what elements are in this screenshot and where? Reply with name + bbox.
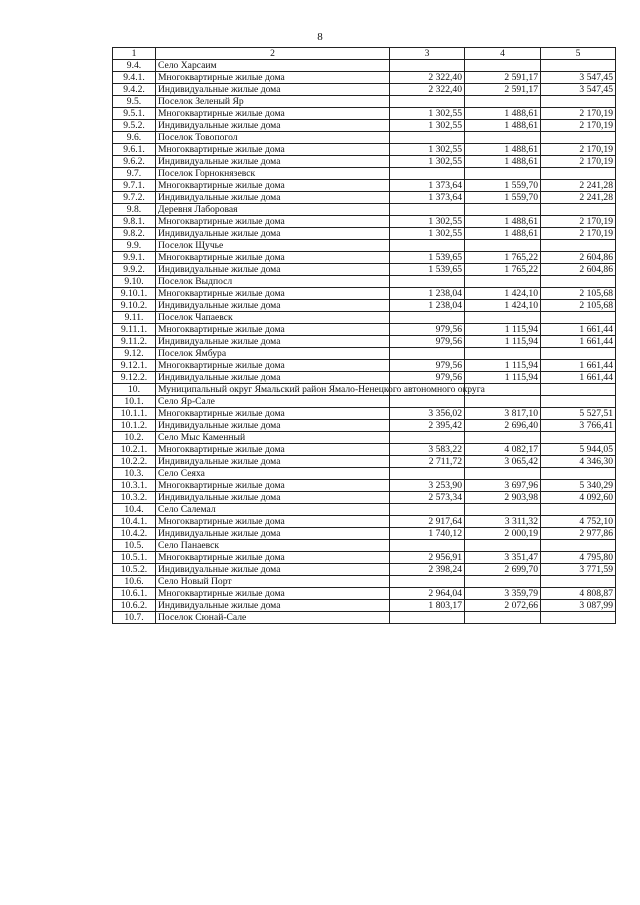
table-row: [113, 180, 616, 192]
row-value-cell: 1 765,22: [465, 264, 541, 276]
page-number: 8: [317, 31, 323, 43]
row-value-cell: 2 977,86: [541, 528, 616, 540]
table-row: [113, 348, 616, 360]
table-row: [113, 360, 616, 372]
column-header: 3: [390, 48, 465, 60]
row-name-cell: Многоквартирные жилые дома: [156, 408, 390, 420]
table-row: [113, 612, 616, 624]
row-value-cell: [465, 432, 541, 444]
row-value-cell: 1 115,94: [465, 360, 541, 372]
row-number-cell: 10.6.: [113, 576, 156, 588]
row-name-cell: Многоквартирные жилые дома: [156, 324, 390, 336]
row-number-cell: 10.6.1.: [113, 588, 156, 600]
table-row: [113, 480, 616, 492]
row-value-cell: 3 087,99: [541, 600, 616, 612]
row-name-cell: Поселок Товопогол: [156, 132, 390, 144]
row-value-cell: [465, 168, 541, 180]
row-name-cell: Многоквартирные жилые дома: [156, 72, 390, 84]
row-value-cell: 3 253,90: [390, 480, 465, 492]
row-value-cell: 3 817,10: [465, 408, 541, 420]
row-value-cell: 2 604,86: [541, 264, 616, 276]
table-row: [113, 60, 616, 72]
row-value-cell: 5 340,29: [541, 480, 616, 492]
row-number-cell: 10.3.1.: [113, 480, 156, 492]
table-row: [113, 420, 616, 432]
table-row: [113, 240, 616, 252]
table-row: [113, 192, 616, 204]
row-value-cell: 3 771,59: [541, 564, 616, 576]
row-value-cell: 1 424,10: [465, 300, 541, 312]
row-name-cell: Село Панаевск: [156, 540, 390, 552]
row-value-cell: [390, 132, 465, 144]
row-name-cell: Многоквартирные жилые дома: [156, 144, 390, 156]
row-value-cell: 1 488,61: [465, 156, 541, 168]
row-value-cell: [465, 348, 541, 360]
table-row: [113, 132, 616, 144]
row-number-cell: 10.3.2.: [113, 492, 156, 504]
row-number-cell: 10.1.1.: [113, 408, 156, 420]
row-value-cell: [390, 432, 465, 444]
row-value-cell: 2 072,66: [465, 600, 541, 612]
column-header: 5: [541, 48, 616, 60]
row-value-cell: [390, 240, 465, 252]
table-row: [113, 444, 616, 456]
row-name-cell: Индивидуальные жилые дома: [156, 156, 390, 168]
table-row: [113, 216, 616, 228]
row-number-cell: 10.2.1.: [113, 444, 156, 456]
row-name-cell: Село Мыс Каменный: [156, 432, 390, 444]
row-value-cell: [541, 204, 616, 216]
row-value-cell: 1 115,94: [465, 372, 541, 384]
row-value-cell: 4 752,10: [541, 516, 616, 528]
row-value-cell: [390, 312, 465, 324]
row-value-cell: 2 917,64: [390, 516, 465, 528]
row-value-cell: 2 699,70: [465, 564, 541, 576]
row-number-cell: 9.4.: [113, 60, 156, 72]
row-number-cell: 10.2.2.: [113, 456, 156, 468]
table-row: [113, 156, 616, 168]
row-value-cell: [390, 540, 465, 552]
table-row: [113, 576, 616, 588]
table-row: [113, 468, 616, 480]
row-value-cell: 2 241,28: [541, 192, 616, 204]
row-value-cell: [541, 240, 616, 252]
table-row: [113, 588, 616, 600]
row-value-cell: 1 115,94: [465, 324, 541, 336]
row-value-cell: 1 740,12: [390, 528, 465, 540]
row-number-cell: 9.7.1.: [113, 180, 156, 192]
row-name-cell: Индивидуальные жилые дома: [156, 492, 390, 504]
table-row: [113, 288, 616, 300]
row-value-cell: 1 488,61: [465, 120, 541, 132]
row-value-cell: 2 395,42: [390, 420, 465, 432]
row-value-cell: 1 115,94: [465, 336, 541, 348]
row-name-cell: Поселок Чапаевск: [156, 312, 390, 324]
row-number-cell: 10.4.2.: [113, 528, 156, 540]
row-value-cell: [541, 348, 616, 360]
row-name-cell: Индивидуальные жилые дома: [156, 228, 390, 240]
row-value-cell: 1 302,55: [390, 108, 465, 120]
row-value-cell: [465, 576, 541, 588]
row-number-cell: 10.4.1.: [113, 516, 156, 528]
row-value-cell: [465, 540, 541, 552]
row-value-cell: 2 170,19: [541, 156, 616, 168]
row-name-cell: Индивидуальные жилые дома: [156, 300, 390, 312]
row-value-cell: 2 322,40: [390, 84, 465, 96]
row-value-cell: 1 539,65: [390, 264, 465, 276]
row-value-cell: 3 697,96: [465, 480, 541, 492]
row-number-cell: 9.11.: [113, 312, 156, 324]
row-value-cell: 1 661,44: [541, 360, 616, 372]
row-value-cell: 3 351,47: [465, 552, 541, 564]
row-number-cell: 9.8.2.: [113, 228, 156, 240]
row-number-cell: 9.9.2.: [113, 264, 156, 276]
row-value-cell: [390, 576, 465, 588]
row-value-cell: 2 964,04: [390, 588, 465, 600]
row-name-cell: Индивидуальные жилые дома: [156, 192, 390, 204]
row-name-cell: Село Сеяха: [156, 468, 390, 480]
table-body: [113, 60, 616, 624]
table-row: [113, 108, 616, 120]
row-value-cell: 1 373,64: [390, 192, 465, 204]
row-value-cell: [541, 504, 616, 516]
row-value-cell: 2 170,19: [541, 228, 616, 240]
row-value-cell: 5 527,51: [541, 408, 616, 420]
row-value-cell: [541, 60, 616, 72]
row-number-cell: 9.5.: [113, 96, 156, 108]
row-value-cell: 3 547,45: [541, 72, 616, 84]
row-name-cell: Поселок Горнокнязевск: [156, 168, 390, 180]
row-number-cell: 9.11.1.: [113, 324, 156, 336]
row-number-cell: 10.5.: [113, 540, 156, 552]
row-value-cell: 1 302,55: [390, 228, 465, 240]
row-number-cell: 9.12.: [113, 348, 156, 360]
row-value-cell: 2 591,17: [465, 72, 541, 84]
row-number-cell: 9.12.1.: [113, 360, 156, 372]
row-number-cell: 9.9.1.: [113, 252, 156, 264]
table-row: [113, 504, 616, 516]
row-value-cell: [465, 132, 541, 144]
row-value-cell: 979,56: [390, 372, 465, 384]
row-name-cell: Индивидуальные жилые дома: [156, 600, 390, 612]
row-value-cell: 2 956,91: [390, 552, 465, 564]
row-number-cell: 9.7.2.: [113, 192, 156, 204]
row-name-cell: Многоквартирные жилые дома: [156, 252, 390, 264]
row-name-cell: Многоквартирные жилые дома: [156, 360, 390, 372]
row-name-cell: Индивидуальные жилые дома: [156, 264, 390, 276]
table-row: [113, 144, 616, 156]
row-name-cell: Село Харсаим: [156, 60, 390, 72]
row-value-cell: 3 583,22: [390, 444, 465, 456]
row-number-cell: 10.1.2.: [113, 420, 156, 432]
table-header-row: [113, 48, 616, 60]
row-name-cell: Индивидуальные жилые дома: [156, 372, 390, 384]
row-value-cell: [541, 132, 616, 144]
row-value-cell: 979,56: [390, 360, 465, 372]
row-value-cell: 3 547,45: [541, 84, 616, 96]
row-value-cell: 1 803,17: [390, 600, 465, 612]
row-value-cell: [390, 348, 465, 360]
row-value-cell: [465, 396, 541, 408]
row-value-cell: [541, 96, 616, 108]
row-value-cell: 2 170,19: [541, 216, 616, 228]
row-value-cell: [541, 540, 616, 552]
row-value-cell: 3 766,41: [541, 420, 616, 432]
row-name-cell: Многоквартирные жилые дома: [156, 480, 390, 492]
row-number-cell: 10.2.: [113, 432, 156, 444]
row-value-cell: 2 105,68: [541, 288, 616, 300]
row-value-cell: [541, 576, 616, 588]
row-value-cell: 2 241,28: [541, 180, 616, 192]
tariff-table: [112, 47, 616, 624]
row-name-cell: Индивидуальные жилые дома: [156, 564, 390, 576]
table-row: [113, 72, 616, 84]
row-value-cell: 4 346,30: [541, 456, 616, 468]
row-name-cell: Село Яр-Сале: [156, 396, 390, 408]
row-name-cell: Индивидуальные жилые дома: [156, 84, 390, 96]
row-name-cell: Индивидуальные жилые дома: [156, 420, 390, 432]
row-value-cell: 1 373,64: [390, 180, 465, 192]
row-value-cell: 3 359,79: [465, 588, 541, 600]
row-value-cell: [465, 204, 541, 216]
row-value-cell: 1 302,55: [390, 216, 465, 228]
table-row: [113, 228, 616, 240]
row-value-cell: 1 559,70: [465, 180, 541, 192]
row-value-cell: [390, 612, 465, 624]
row-value-cell: [465, 60, 541, 72]
row-number-cell: 9.12.2.: [113, 372, 156, 384]
row-number-cell: 9.5.1.: [113, 108, 156, 120]
row-value-cell: 4 082,17: [465, 444, 541, 456]
row-number-cell: 9.6.2.: [113, 156, 156, 168]
row-value-cell: 1 765,22: [465, 252, 541, 264]
table-row: [113, 492, 616, 504]
row-value-cell: 3 065,42: [465, 456, 541, 468]
row-value-cell: 1 488,61: [465, 228, 541, 240]
row-value-cell: [390, 276, 465, 288]
row-value-cell: 979,56: [390, 324, 465, 336]
row-value-cell: [390, 60, 465, 72]
table-row: [113, 264, 616, 276]
column-header: 1: [113, 48, 156, 60]
row-name-cell: Многоквартирные жилые дома: [156, 108, 390, 120]
row-value-cell: [541, 468, 616, 480]
row-value-cell: 4 808,87: [541, 588, 616, 600]
row-number-cell: 10.1.: [113, 396, 156, 408]
row-name-cell: Поселок Сюнай-Сале: [156, 612, 390, 624]
row-name-cell: Село Новый Порт: [156, 576, 390, 588]
table-row: [113, 408, 616, 420]
column-header: 4: [465, 48, 541, 60]
row-value-cell: [541, 168, 616, 180]
table-row: [113, 432, 616, 444]
row-value-cell: [465, 504, 541, 516]
row-value-cell: 1 661,44: [541, 372, 616, 384]
row-value-cell: 1 539,65: [390, 252, 465, 264]
row-value-cell: 5 944,05: [541, 444, 616, 456]
row-name-cell: Многоквартирные жилые дома: [156, 288, 390, 300]
table-row: [113, 396, 616, 408]
row-value-cell: [541, 612, 616, 624]
row-number-cell: 9.4.2.: [113, 84, 156, 96]
row-name-cell: Многоквартирные жилые дома: [156, 216, 390, 228]
row-value-cell: [465, 312, 541, 324]
row-number-cell: 10.5.1.: [113, 552, 156, 564]
row-value-cell: 2 573,34: [390, 492, 465, 504]
row-name-cell: Многоквартирные жилые дома: [156, 552, 390, 564]
row-number-cell: 9.10.1.: [113, 288, 156, 300]
row-number-cell: 9.10.2.: [113, 300, 156, 312]
table-row: [113, 168, 616, 180]
column-header: 2: [156, 48, 390, 60]
row-value-cell: [390, 396, 465, 408]
row-number-cell: 9.6.1.: [113, 144, 156, 156]
row-number-cell: 10.6.2.: [113, 600, 156, 612]
row-value-cell: 2 696,40: [465, 420, 541, 432]
row-value-cell: [390, 204, 465, 216]
row-number-cell: 9.10.: [113, 276, 156, 288]
table-row: [113, 120, 616, 132]
row-value-cell: 1 238,04: [390, 300, 465, 312]
row-number-cell: 10.4.: [113, 504, 156, 516]
row-number-cell: 9.8.1.: [113, 216, 156, 228]
row-name-cell: Поселок Зеленый Яр: [156, 96, 390, 108]
row-value-cell: 2 170,19: [541, 120, 616, 132]
row-name-cell: Многоквартирные жилые дома: [156, 516, 390, 528]
row-name-cell: Индивидуальные жилые дома: [156, 528, 390, 540]
row-value-cell: 979,56: [390, 336, 465, 348]
row-name-cell: Поселок Щучье: [156, 240, 390, 252]
row-value-cell: 1 661,44: [541, 336, 616, 348]
row-name-cell: Индивидуальные жилые дома: [156, 336, 390, 348]
table-row: [113, 96, 616, 108]
table-row: [113, 516, 616, 528]
row-value-cell: 1 302,55: [390, 120, 465, 132]
row-value-cell: 1 238,04: [390, 288, 465, 300]
row-value-cell: 1 488,61: [465, 216, 541, 228]
row-value-cell: 4 092,60: [541, 492, 616, 504]
table-row: [113, 324, 616, 336]
row-value-cell: 2 591,17: [465, 84, 541, 96]
row-value-cell: 2 711,72: [390, 456, 465, 468]
row-number-cell: 10.7.: [113, 612, 156, 624]
row-number-cell: 9.6.: [113, 132, 156, 144]
table-row: [113, 528, 616, 540]
row-name-cell: Муниципальный округ Ямальский район Ямало-Ненецкого автономного округа: [156, 384, 390, 396]
row-value-cell: [465, 240, 541, 252]
table-row: [113, 372, 616, 384]
row-number-cell: 10.5.2.: [113, 564, 156, 576]
row-value-cell: 3 356,02: [390, 408, 465, 420]
row-value-cell: 2 170,19: [541, 144, 616, 156]
row-value-cell: 1 302,55: [390, 144, 465, 156]
row-number-cell: 10.3.: [113, 468, 156, 480]
row-value-cell: [465, 468, 541, 480]
row-value-cell: 1 559,70: [465, 192, 541, 204]
row-value-cell: 2 000,19: [465, 528, 541, 540]
row-name-cell: Поселок Выдпосл: [156, 276, 390, 288]
row-value-cell: [541, 432, 616, 444]
row-value-cell: [541, 384, 616, 396]
row-value-cell: 1 302,55: [390, 156, 465, 168]
table-row: [113, 600, 616, 612]
row-number-cell: 9.5.2.: [113, 120, 156, 132]
table-row: [113, 336, 616, 348]
row-value-cell: [541, 312, 616, 324]
row-name-cell: Поселок Ямбура: [156, 348, 390, 360]
row-value-cell: 1 661,44: [541, 324, 616, 336]
row-value-cell: [390, 168, 465, 180]
row-value-cell: 2 903,98: [465, 492, 541, 504]
row-value-cell: 1 488,61: [465, 108, 541, 120]
table-row: [113, 252, 616, 264]
table-row: [113, 204, 616, 216]
row-number-cell: 10.: [113, 384, 156, 396]
row-number-cell: 9.11.2.: [113, 336, 156, 348]
row-value-cell: 3 311,32: [465, 516, 541, 528]
row-value-cell: 4 795,80: [541, 552, 616, 564]
table-row: [113, 456, 616, 468]
table-row: [113, 552, 616, 564]
row-number-cell: 9.4.1.: [113, 72, 156, 84]
row-number-cell: 9.8.: [113, 204, 156, 216]
row-name-cell: Деревня Лаборовая: [156, 204, 390, 216]
row-name-cell: Многоквартирные жилые дома: [156, 444, 390, 456]
row-value-cell: 1 488,61: [465, 144, 541, 156]
row-name-cell: Село Салемал: [156, 504, 390, 516]
row-name-cell: Многоквартирные жилые дома: [156, 180, 390, 192]
row-value-cell: [465, 276, 541, 288]
row-value-cell: [465, 96, 541, 108]
row-value-cell: [390, 504, 465, 516]
row-value-cell: 2 322,40: [390, 72, 465, 84]
row-value-cell: [390, 468, 465, 480]
row-value-cell: 2 105,68: [541, 300, 616, 312]
row-value-cell: [541, 276, 616, 288]
row-name-cell: Индивидуальные жилые дома: [156, 120, 390, 132]
row-name-cell: Индивидуальные жилые дома: [156, 456, 390, 468]
table-row: [113, 312, 616, 324]
table-row: [113, 276, 616, 288]
row-name-cell: Многоквартирные жилые дома: [156, 588, 390, 600]
row-value-cell: [465, 612, 541, 624]
row-value-cell: [390, 96, 465, 108]
table-row: [113, 540, 616, 552]
table-row: [113, 84, 616, 96]
row-number-cell: 9.9.: [113, 240, 156, 252]
table-row: [113, 300, 616, 312]
table-row: [113, 384, 616, 396]
row-value-cell: 1 424,10: [465, 288, 541, 300]
row-value-cell: 2 170,19: [541, 108, 616, 120]
row-value-cell: 2 604,86: [541, 252, 616, 264]
row-number-cell: 9.7.: [113, 168, 156, 180]
row-value-cell: 2 398,24: [390, 564, 465, 576]
row-value-cell: [541, 396, 616, 408]
table-row: [113, 564, 616, 576]
